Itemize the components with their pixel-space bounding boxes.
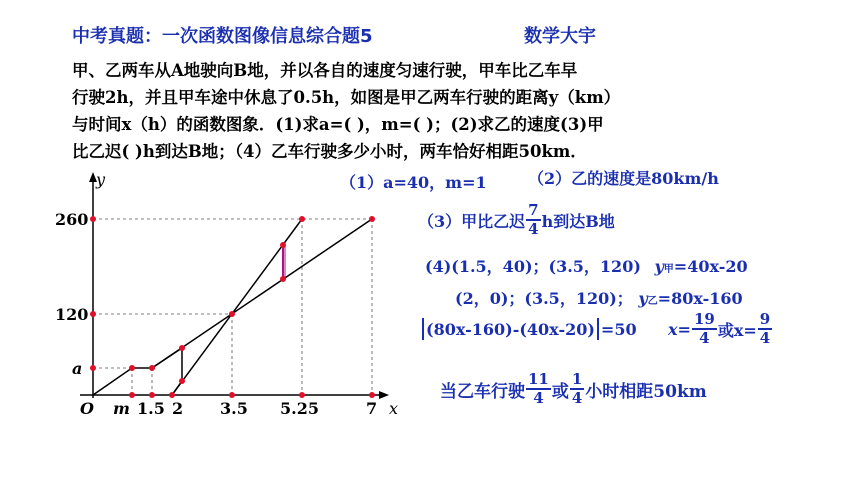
fraction-denominator: 4: [759, 329, 771, 347]
abs-bar-left: [422, 318, 424, 340]
x-tick-2: 2: [172, 399, 184, 418]
problem-line-1: 甲、乙两车从A地驶向B地，并以各自的速度匀速行驶，甲车比乙车早: [72, 61, 578, 80]
y-tick-a: a: [72, 359, 83, 378]
answer-2: （2）乙的速度是80km/h: [528, 169, 719, 188]
eq-yi-rest: =80x-160: [657, 289, 743, 308]
final-suffix: 小时相距50km: [585, 381, 707, 402]
car-jia-early-segment: [152, 348, 182, 368]
eq-yi-y: y: [638, 289, 648, 308]
x-tick-m: m: [113, 399, 130, 418]
y-axis-label: y: [96, 170, 106, 189]
y-tick-260: 260: [55, 210, 89, 229]
final-fraction-2: [570, 372, 584, 406]
graph-points: [90, 216, 375, 398]
eq-jia-subscript: 甲: [663, 264, 674, 275]
page-title: 中考真题：一次函数图像信息综合题5: [72, 26, 373, 47]
x-tick-1-5: 1.5: [137, 399, 165, 418]
fraction-numerator: 19: [693, 310, 715, 328]
final-answer: [440, 372, 707, 406]
equation-yi: [638, 289, 742, 308]
answer-3-suffix: h到达B地: [541, 211, 615, 231]
answer-4-line-1: [425, 254, 748, 277]
abs-expression: (80x-160)-(40x-20): [426, 319, 595, 339]
fraction-denominator: 4: [571, 389, 583, 407]
final-or: 或: [551, 381, 569, 402]
final-prefix: 当乙车行驶: [440, 381, 525, 402]
eq-yi-subscript: 乙: [647, 296, 658, 307]
solution-fraction-1: [692, 312, 717, 346]
fraction-numerator: 7: [528, 201, 539, 219]
answer-1: （1）a=40，m=1: [340, 173, 487, 192]
solution-line: [668, 312, 773, 346]
origin-label: O: [80, 399, 94, 418]
fraction-denominator: 4: [528, 220, 539, 238]
problem-line-2: 行驶2h，并且甲车途中休息了0.5h，如图是甲乙两车行驶的距离y（km）: [72, 88, 621, 107]
answer-3-prefix: （3）甲比乙迟: [418, 211, 526, 231]
fraction-denominator: 4: [533, 389, 544, 407]
fraction-denominator: 4: [699, 329, 710, 347]
answer-3-fraction: [526, 203, 540, 237]
brand-label: 数学大宇: [524, 26, 596, 47]
solution-fraction-2: [758, 312, 772, 346]
problem-line-3: 与时间x（h）的函数图象．(1)求a=( )，m=( )；(2)求乙的速度(3)甲: [72, 115, 604, 134]
solution-x-1: x=: [668, 319, 691, 339]
eq-jia-rest: =40x-20: [673, 257, 748, 276]
final-fraction-1: [526, 372, 551, 406]
abs-value: =50: [600, 319, 637, 339]
fraction-numerator: 1: [571, 370, 583, 388]
equation-jia: [654, 257, 747, 276]
absolute-value-equation: [420, 318, 637, 340]
x-tick-3-5: 3.5: [220, 399, 248, 418]
answer-4-points-1: (4)(1.5，40)；(3.5，120): [425, 257, 641, 276]
answer-3: [418, 203, 615, 237]
abs-bar-right: [597, 318, 599, 340]
x-axis-label: x: [389, 399, 399, 418]
answer-4-points-2: (2，0)；(3.5，120)；: [455, 289, 633, 308]
x-axis-arrow-icon: [379, 391, 389, 399]
problem-line-4: 比乙迟( )h到达B地；（4）乙车行驶多少小时，两车恰好相距50km．: [72, 142, 587, 161]
x-tick-5-25: 5.25: [280, 399, 319, 418]
fraction-numerator: 11: [528, 370, 549, 388]
x-tick-7: 7: [366, 399, 378, 418]
y-tick-120: 120: [55, 305, 89, 324]
fraction-numerator: 9: [759, 310, 771, 328]
eq-jia-y: y: [654, 257, 664, 276]
solution-or: 或x=: [717, 320, 757, 340]
answer-4-line-2: [455, 286, 743, 309]
